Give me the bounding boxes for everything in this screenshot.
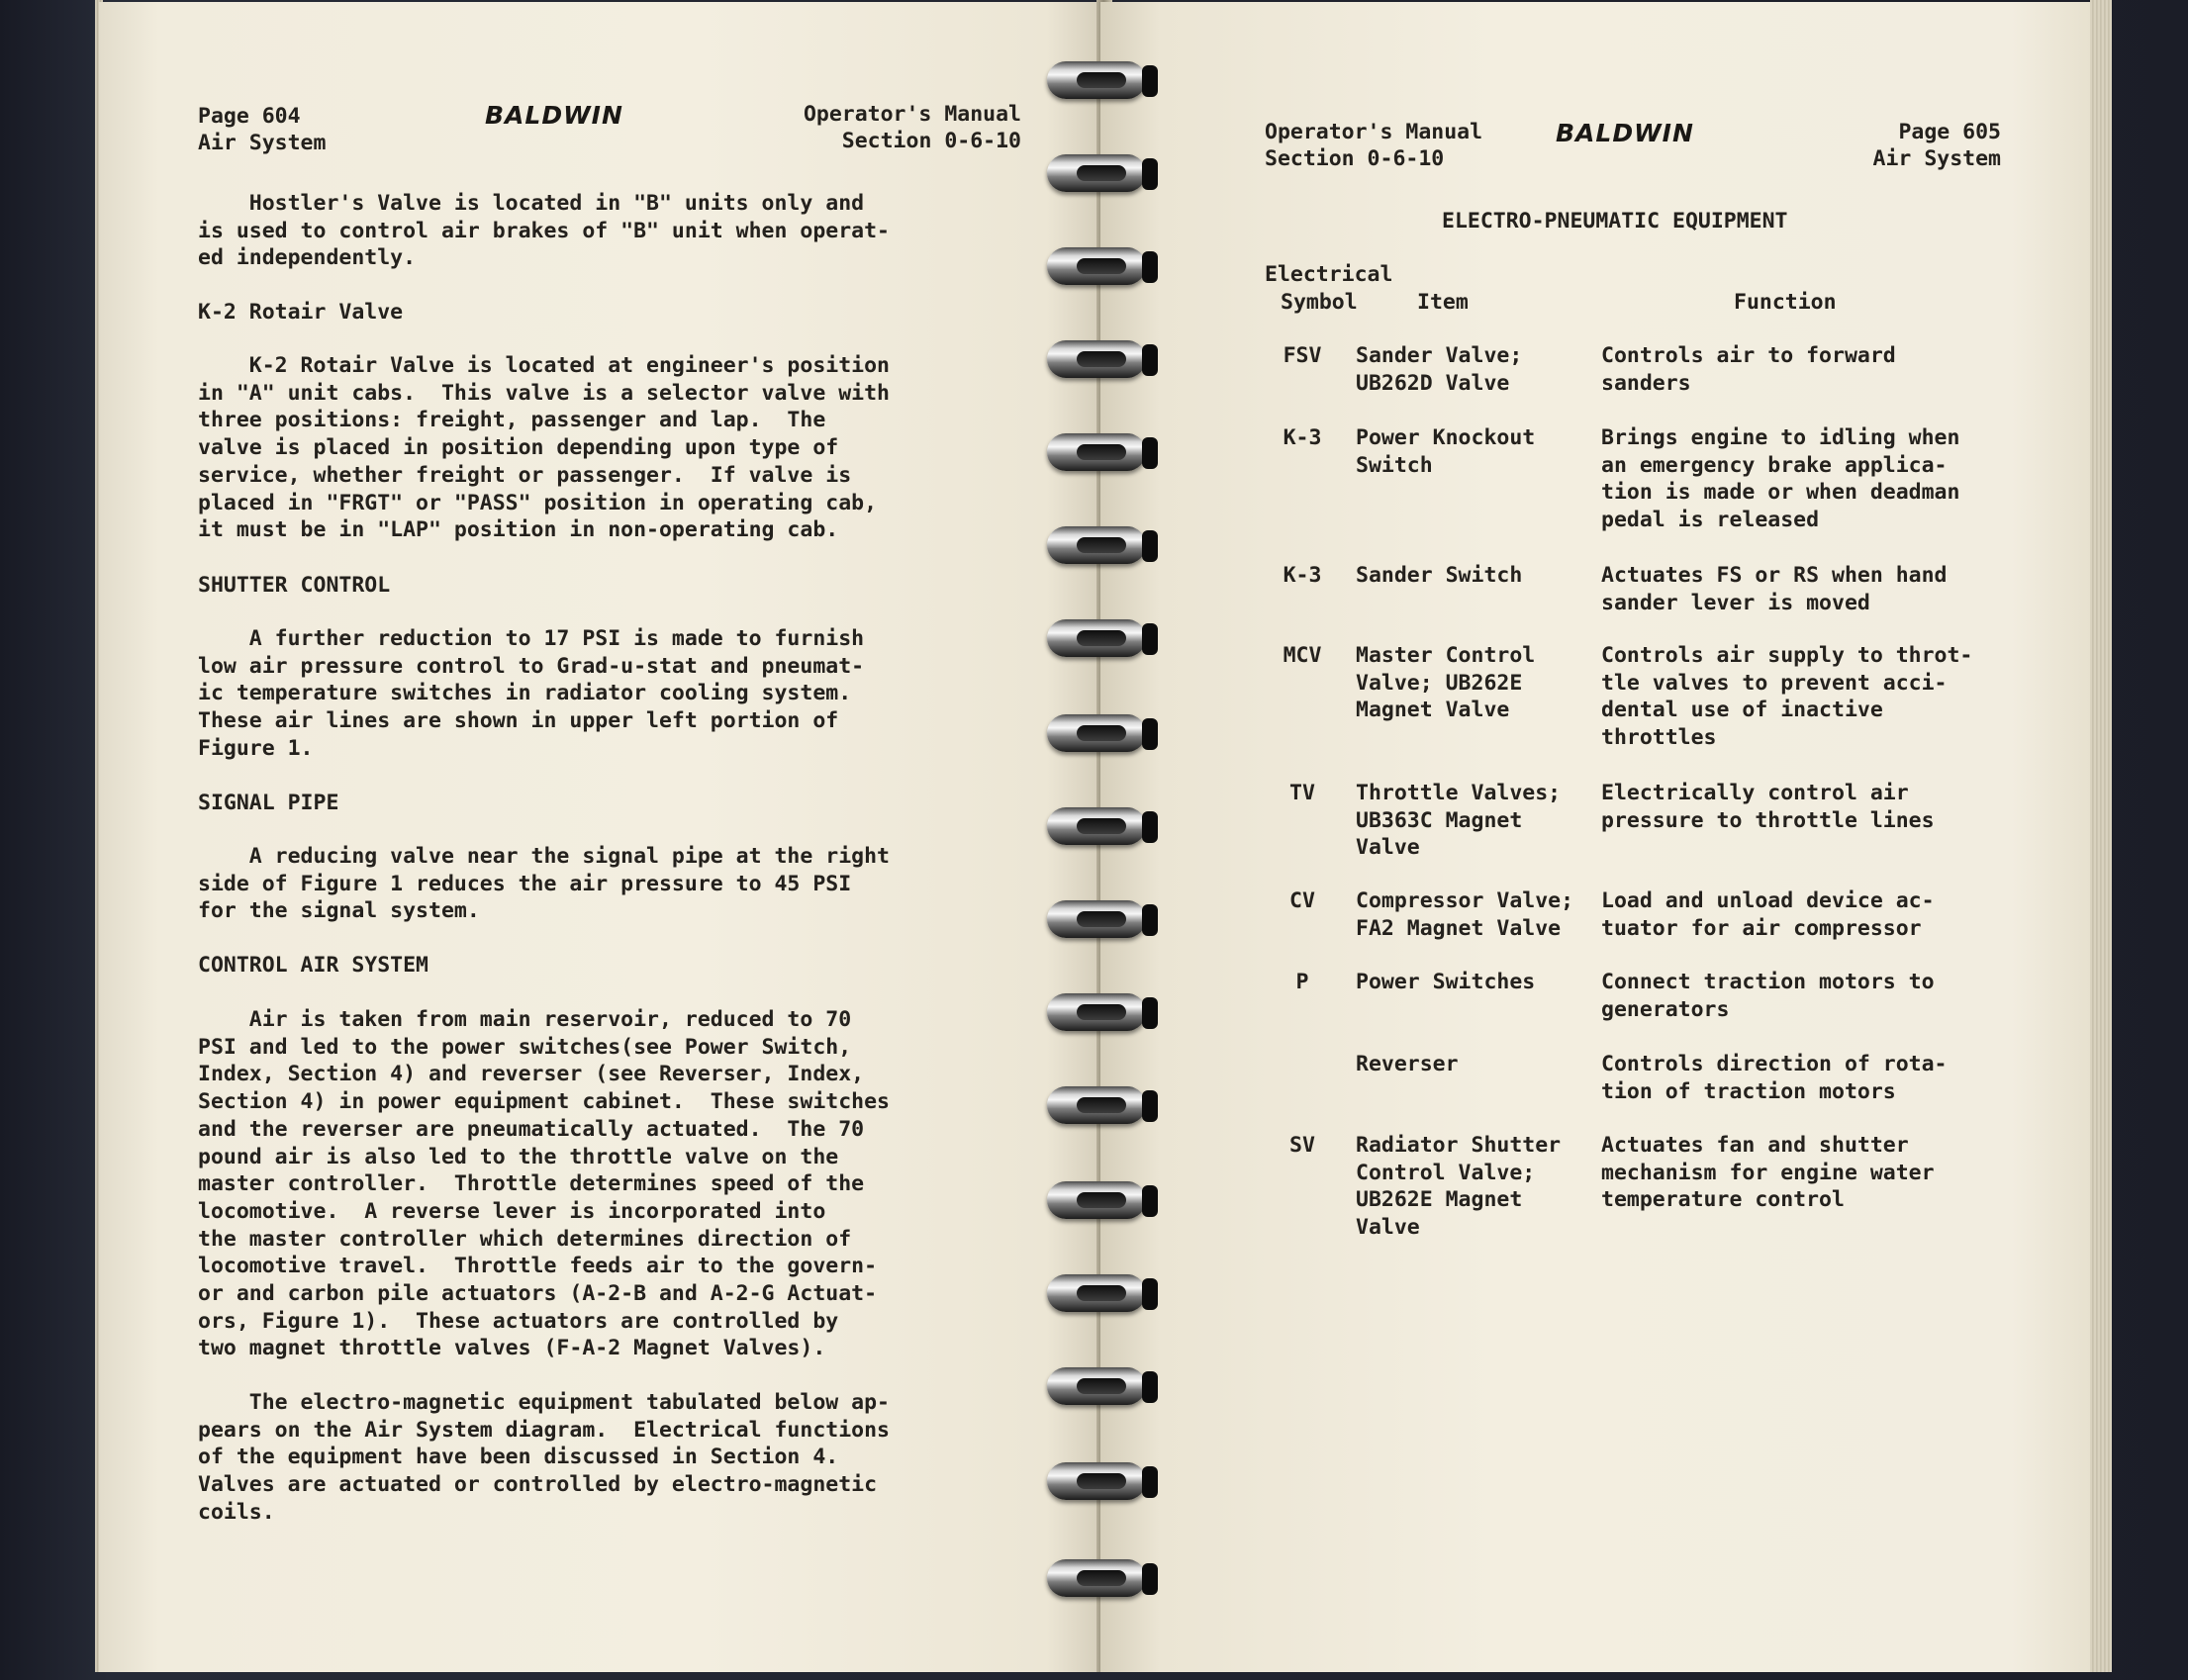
right-section-name: Air System [1872, 146, 2001, 171]
row-symbol: FSV [1283, 343, 1322, 368]
right-page [1100, 2, 2090, 1672]
row-function: Controls air supply to throt- tle valves to prevent acci- dental use of inactive throttles [1601, 643, 1973, 751]
row-function: Load and unload device ac- tuator for air compressor [1601, 888, 1935, 941]
left-section-number: Section 0-6-10 [841, 129, 1021, 153]
binding-coil [1047, 433, 1158, 473]
row-item: Power Switches [1356, 970, 1536, 994]
row-function: Actuates FS or RS when hand sander lever is moved [1601, 563, 1948, 615]
binding-coil [1047, 1462, 1158, 1502]
row-function: Actuates fan and shutter mechanism for engine water temperature control [1601, 1133, 1935, 1213]
row-function: Brings engine to idling when an emergency brake applica- tion is made or when deadman pedal is released [1601, 425, 1960, 533]
left-heading-shutter: SHUTTER CONTROL [198, 573, 391, 598]
binding-coil [1047, 1274, 1158, 1314]
left-manual-title: Operator's Manual [803, 102, 1021, 127]
binding-coil [1047, 619, 1158, 659]
row-function: Controls air to forward sanders [1601, 343, 1896, 396]
left-para-electro-magnetic: The electro-magnetic equipment tabulated below ap- pears on the Air System diagram. Electrical functions of the equipment have been discussed in Section 4. Valves are actuated or controlled by electro-magnetic coils. [198, 1390, 890, 1525]
left-para-rotair: K-2 Rotair Valve is located at engineer's position in "A" unit cabs. This valve is a selector valve with three positions: freight, passenger and lap. The valve is placed in position depending upon type of service, whether freight or passenger. If valve is placed in "FRGT" or "PASS" position in operating cab, it must be in "LAP" position in non-operating cab. [198, 353, 890, 543]
row-function: Controls direction of rota- tion of traction motors [1601, 1052, 1948, 1104]
row-item: Sander Valve; UB262D Valve [1356, 343, 1523, 396]
binding-coil [1047, 154, 1158, 194]
binding-coil [1047, 340, 1158, 380]
row-item: Master Control Valve; UB262E Magnet Valve [1356, 643, 1536, 723]
right-page-number: Page 605 [1898, 120, 2001, 144]
left-heading-signal: SIGNAL PIPE [198, 791, 339, 815]
column-header-electrical: Electrical [1265, 262, 1393, 287]
row-symbol: P [1295, 970, 1309, 994]
binding-coil [1047, 807, 1158, 847]
left-para-shutter: A further reduction to 17 PSI is made to furnish low air pressure control to Grad-u-stat and pneumat- ic temperature switches in radiator cooling system. These air lines are shown in upper left portion of Figure 1. [198, 626, 865, 761]
column-header-item: Item [1417, 290, 1469, 315]
binding-coil [1047, 1181, 1158, 1221]
left-para-control-air: Air is taken from main reservoir, reduced to 70 PSI and led to the power switches(see Power Switch, Index, Section 4) and reverser (see Reverser, Index, Section 4) in power equipment cabinet. These switches and the reverser are pneumatically actuated. The 70 pound air is also led to the throttle valve on the master controller. Throttle determines speed of the locomotive. A reverse lever is incorporated into the master controller which determines direction of locomotive travel. Throttle feeds air to the govern- or and carbon pile actuators (A-2-B and A-2-G Actuat- ors, Figure 1). These actuators are controlled by two magnet throttle valves (F-A-2 Magnet Valves). [198, 1007, 890, 1361]
binding-coil [1047, 993, 1158, 1033]
row-item: Reverser [1356, 1052, 1459, 1076]
right-manual-title: Operator's Manual [1265, 120, 1483, 144]
binding-coil [1047, 1559, 1158, 1599]
column-header-symbol: Symbol [1281, 290, 1358, 315]
left-page [99, 2, 1097, 1672]
table-title: ELECTRO-PNEUMATIC EQUIPMENT [1442, 209, 1788, 233]
row-item: Radiator Shutter Control Valve; UB262E Magnet Valve [1356, 1133, 1562, 1241]
binding-coil [1047, 1367, 1158, 1407]
row-symbol: SV [1289, 1133, 1315, 1158]
binding-coil [1047, 247, 1158, 287]
binding-coil [1047, 900, 1158, 940]
binding-coil [1047, 714, 1158, 754]
row-function: Electrically control air pressure to throttle lines [1601, 781, 1935, 833]
left-section-name: Air System [198, 131, 327, 155]
right-brand-logo: BALDWIN [1556, 119, 1694, 147]
binding-coil [1047, 1086, 1158, 1126]
left-heading-rotair: K-2 Rotair Valve [198, 300, 404, 325]
left-para-hostler: Hostler's Valve is located in "B" units only and is used to control air brakes of "B" unit when operat- ed independently. [198, 191, 890, 271]
row-item: Sander Switch [1356, 563, 1523, 588]
column-header-function: Function [1734, 290, 1837, 315]
binding-coil [1047, 526, 1158, 566]
right-page-edge [2090, 0, 2112, 1672]
right-section-number: Section 0-6-10 [1265, 146, 1445, 171]
left-para-signal: A reducing valve near the signal pipe at the right side of Figure 1 reduces the air pressure to 45 PSI for the signal system. [198, 844, 890, 924]
row-symbol: TV [1289, 781, 1315, 805]
row-item: Power Knockout Switch [1356, 425, 1536, 478]
row-item: Throttle Valves; UB363C Magnet Valve [1356, 781, 1562, 861]
row-item: Compressor Valve; FA2 Magnet Valve [1356, 888, 1574, 941]
binding-coil [1047, 61, 1158, 101]
left-brand-logo: BALDWIN [485, 101, 623, 130]
row-symbol: MCV [1283, 643, 1322, 668]
left-heading-control-air: CONTROL AIR SYSTEM [198, 953, 428, 978]
row-symbol: K-3 [1283, 425, 1322, 450]
left-page-number: Page 604 [198, 104, 301, 129]
row-function: Connect traction motors to generators [1601, 970, 1935, 1022]
row-symbol: K-3 [1283, 563, 1322, 588]
row-symbol: CV [1289, 888, 1315, 913]
